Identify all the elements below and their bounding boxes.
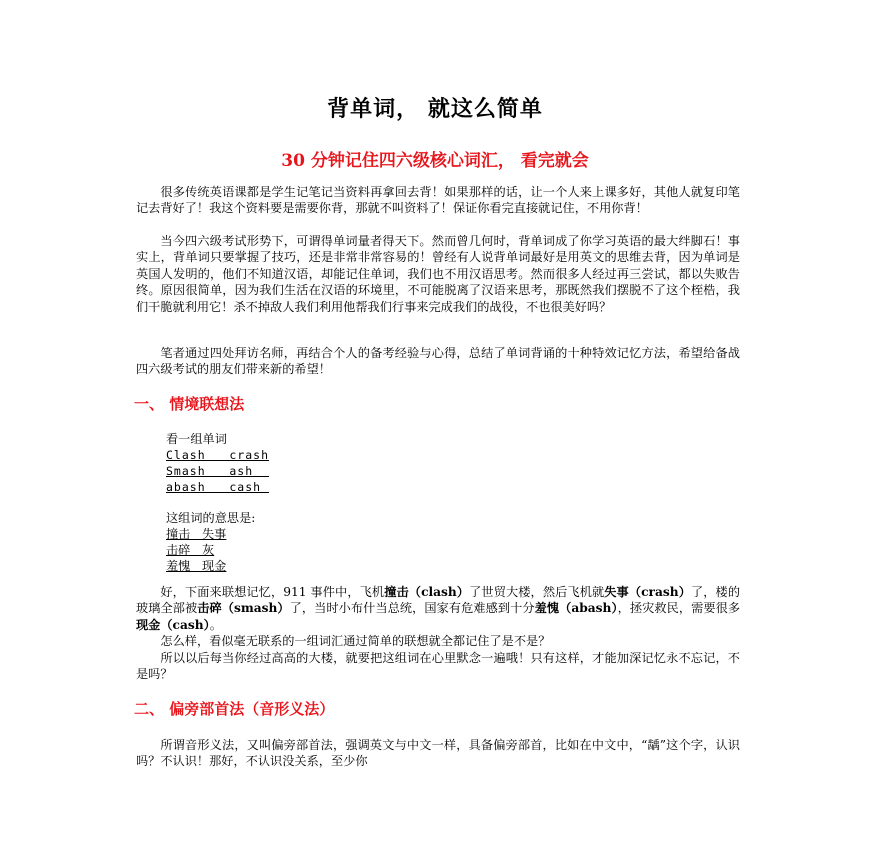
look-label: 看一组单词	[166, 432, 227, 446]
story-text: ，拯灾救民，需要很多	[617, 601, 741, 616]
section1-heading: 一、 情境联想法	[134, 395, 245, 413]
story-text: 了，楼的玻璃全部被	[136, 585, 741, 616]
meaning-line: 击碎 灰	[166, 543, 215, 557]
intro-paragraph-2: 当今四六级考试形势下，可谓得单词量者得天下。然而曾几何时，背单词成了你学习英语的最大绊脚石！事实上，背单词只要掌握了技巧，还是非常非常容易的！曾经有人说背单词最好是用英文的思维去背，因为单词是英国人发明的，他们不知道汉语，却能记住单词，我们也不用汉语思考。然而很多人经过再三尝试，都以失败告终。原因很简单，因为我们生活在汉语的环境里，不可能脱离了汉语来思考，那既然我们摆脱不了这个桎梏，我们干脆就利用它！杀不掉敌人我们利用他帮我们行事来完成我们的战役，不也很美好吗？	[136, 234, 740, 314]
story-text: 了世贸大楼，然后飞机就	[469, 585, 605, 599]
intro-paragraph-1: 很多传统英语课都是学生记笔记当资料再拿回去背！如果那样的话，让一个人来上课多好，其他人就复印笔记去背好了！我这个资料要是需要你背，那就不叫资料了！保证你看完直接就记住，不用你背！	[136, 185, 740, 216]
word-line: abash cash	[166, 480, 270, 494]
keyword: 撞击	[384, 585, 409, 599]
english-word: （abash）	[559, 601, 618, 616]
section2-paragraph-1: 所谓音形义法，又叫偏旁部首法，强调英文与中文一样，具备偏旁部首，比如在中文中，“龋”这个字，认识吗？不认识！那好，不认识没关系，至少你	[136, 738, 740, 769]
story-text: 。	[209, 617, 222, 632]
document-subtitle: 30 分钟记住四六级核心词汇， 看完就会	[281, 151, 589, 171]
meaning-line: 羞愧 现金	[166, 559, 227, 573]
story-text: 好，下面来联想记忆，911 事件中，飞机	[160, 585, 385, 599]
english-word: （cash）	[160, 617, 210, 632]
intro-paragraph-3: 笔者通过四处拜访名师，再结合个人的备考经验与心得，总结了单词背诵的十种特效记忆方法，希望给备战四六级考试的朋友们带来新的希望！	[136, 346, 740, 377]
meaning-label: 这组词的意思是:	[166, 511, 256, 525]
section2-heading: 二、 偏旁部首法（音形义法）	[134, 700, 335, 718]
story-paragraph	[136, 584, 740, 633]
document-title: 背单词， 就这么简单	[327, 96, 543, 122]
meaning-block	[166, 510, 255, 574]
word-line: Smash ash	[166, 464, 270, 478]
keyword: 现金	[136, 617, 161, 632]
word-line: Clash crash	[166, 448, 270, 462]
keyword: 羞愧	[534, 601, 560, 616]
keyword: 失事	[604, 585, 629, 599]
story-text: 了，当时小布什当总统，国家有危难感到十分	[289, 601, 535, 616]
word-group-block	[166, 431, 269, 495]
section1-paragraph-3: 所以以后每当你经过高高的大楼，就要把这组词在心里默念一遍哦！只有这样，才能加深记忆永不忘记，不是吗？	[136, 651, 740, 682]
english-word: （clash）	[408, 585, 470, 599]
keyword: 击碎	[197, 601, 222, 616]
english-word: （crash）	[628, 585, 691, 599]
meaning-line: 撞击 失事	[166, 527, 227, 541]
section1-paragraph-2: 怎么样，看似毫无联系的一组词汇通过简单的联想就全都记住了是不是？	[160, 634, 551, 648]
english-word: （smash）	[221, 601, 290, 616]
